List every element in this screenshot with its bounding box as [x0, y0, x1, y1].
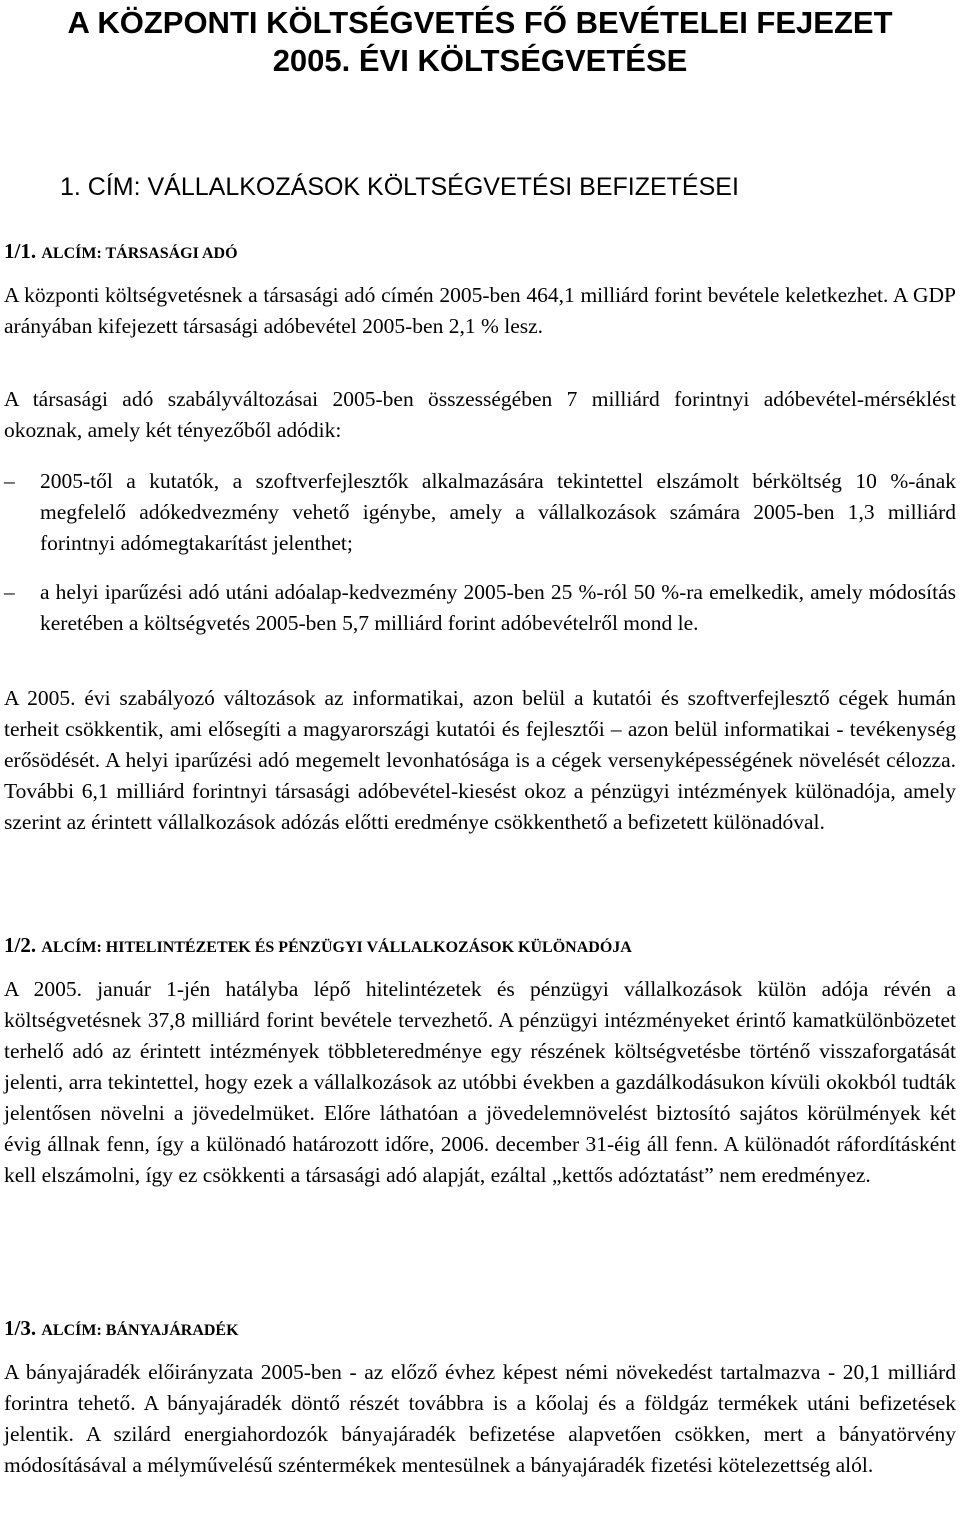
- section-heading-1-2: [4, 932, 632, 961]
- document-title-line-1: A KÖZPONTI KÖLTSÉGVETÉS FŐ BEVÉTELEI FEJEZET: [67, 5, 893, 40]
- paragraph-bank-special-tax: A 2005. január 1-jén hatályba lépő hitelintézetek és pénzügyi vállalkozások külön adója révén a költségvetésnek 37,8 milliárd forint bevétele tervezhető. A pénzügyi intézményeket érintő kamatkülönbözetet terhelő adó az érintett intézmények többleteredménye egy részének költségvetésbe történő visszaforgatását jelenti, arra tekintettel, hogy ezek a vállalkozások az utóbbi években a gazdálkodásukon kívüli okokból tudták jelentősen növelni a jövedelmüket. Előre láthatóan a jövedelemnövelést biztosító sajátos körülmények két évig állnak fenn, így a különadó határozott időre, 2006. december 31-éig áll fenn. A különadót ráfordításként kell elszámolni, így ez csökkenti a társasági adó alapját, ezáltal „kettős adóztatást” nem eredményez.: [4, 977, 956, 1187]
- list-item-local-tax-allowance: [4, 577, 956, 639]
- section-label: ALCÍM: HITELINTÉZETEK ÉS PÉNZÜGYI VÁLLALKOZÁSOK KÜLÖNADÓJA: [41, 939, 632, 956]
- list-item-text: a helyi iparűzési adó utáni adóalap-kedvezmény 2005-ben 25 %-ról 50 %-ra emelkedik, amely módosítás keretében a költségvetés 2005-ben 5,7 milliárd forint adóbevételről mond le.: [40, 580, 956, 635]
- paragraph-rule-changes: A társasági adó szabályváltozásai 2005-ben összességében 7 milliárd forintnyi adóbevétel-mérséklést okoznak, amely két tényezőből adódik:: [4, 387, 956, 442]
- paragraph-corporate-tax-revenue: A központi költségvetésnek a társasági adó címén 2005-ben 464,1 milliárd forint bevétele keletkezhet. A GDP arányában kifejezett társasági adóbevétel 2005-ben 2,1 % lesz.: [4, 283, 956, 338]
- section-number: 1/2.: [4, 933, 37, 957]
- section-heading-1-1: [4, 238, 238, 267]
- section-label: ALCÍM: BÁNYAJÁRADÉK: [41, 1322, 239, 1339]
- section-number: 1/1.: [4, 239, 37, 263]
- section-number: 1/3.: [4, 1316, 37, 1340]
- chapter-heading: 1. CÍM: VÁLLALKOZÁSOK KÖLTSÉGVETÉSI BEFIZETÉSEI: [60, 173, 739, 201]
- section-label: ALCÍM: TÁRSASÁGI ADÓ: [41, 245, 238, 262]
- list-item-text: 2005-től a kutatók, a szoftverfejlesztők alkalmazására tekintettel elszámolt bérköltség 10 %-ának megfelelő adókedvezmény vehető igénybe, amely a vállalkozások számára 2005-ben 1,3 milliárd forintnyi adómegtakarítást jelenthet;: [40, 469, 956, 555]
- section-heading-1-3: [4, 1315, 239, 1344]
- paragraph-mining-royalty: A bányajáradék előirányzata 2005-ben - az előző évhez képest némi növekedést tartalmazva - 20,1 milliárd forintra tehető. A bányajáradék döntő részét továbbra is a kőolaj és a földgáz termékek utáni befizetések jelentik. A szilárd energiahordozók bányajáradék befizetése alapvetően csökken, mert a bányatörvény módosításával a mélyművelésű széntermékek mentesülnek a bányajáradék fizetési kötelezettség alól.: [4, 1360, 956, 1477]
- document-title-line-2: 2005. ÉVI KÖLTSÉGVETÉSE: [272, 43, 688, 78]
- list-item-researcher-allowance: [4, 466, 956, 559]
- paragraph-regulation-effects: A 2005. évi szabályozó változások az informatikai, azon belül a kutatói és szoftverfejlesztő cégek humán terheit csökkentik, ami elősegíti a magyarországi kutatói és fejlesztői – azon belül informatikai - tevékenység erősödését. A helyi iparűzési adó megemelt levonhatósága is a cégek versenyképességének növelését célozza. További 6,1 milliárd forintnyi társasági adóbevétel-kiesést okoz a pénzügyi intézmények különadója, amely szerint az érintett vállalkozások adózás előtti eredménye csökkenthető a befizetett különadóval.: [4, 686, 956, 834]
- dash-bullet-icon: –: [4, 469, 15, 493]
- dash-bullet-icon: –: [4, 580, 15, 604]
